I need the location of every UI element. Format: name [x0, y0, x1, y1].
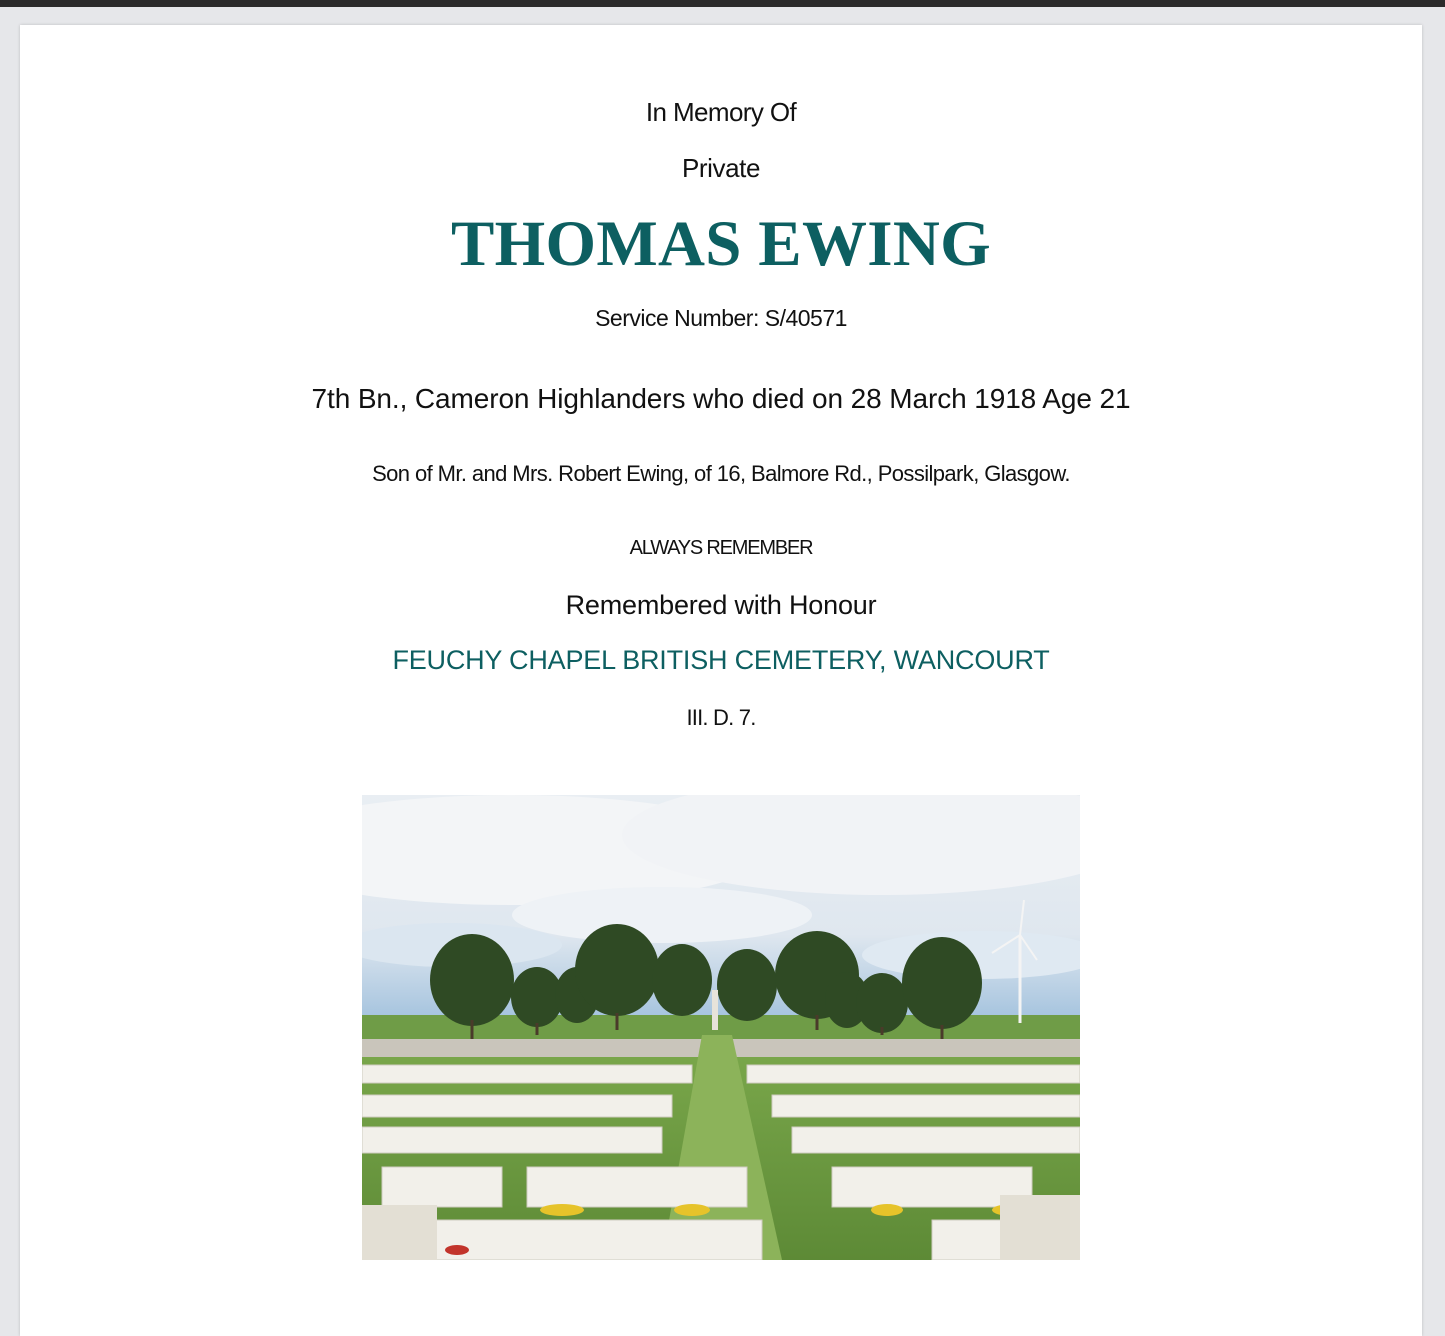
grave-reference: III. D. 7. — [686, 705, 756, 730]
soldier-name: THOMAS EWING — [451, 208, 991, 280]
rank: Private — [681, 153, 761, 183]
family-details: Son of Mr. and Mrs. Robert Ewing, of 16, Balmore Rd., Possilpark, Glasgow. — [372, 461, 1070, 486]
unit-and-death: 7th Bn., Cameron Highlanders who died on 28 March 1918 Age 21 — [311, 383, 1131, 414]
viewer-top-bar — [0, 0, 1445, 7]
honour-line: Remembered with Honour — [565, 590, 877, 620]
document-page — [20, 25, 1422, 1336]
service-number: Service Number: S/40571 — [595, 305, 847, 331]
inscription: ALWAYS REMEMBER — [629, 537, 813, 559]
cemetery-name: FEUCHY CHAPEL BRITISH CEMETERY, WANCOURT — [392, 645, 1050, 675]
cemetery-photo — [362, 795, 1080, 1260]
memorial-intro: In Memory Of — [645, 97, 797, 127]
